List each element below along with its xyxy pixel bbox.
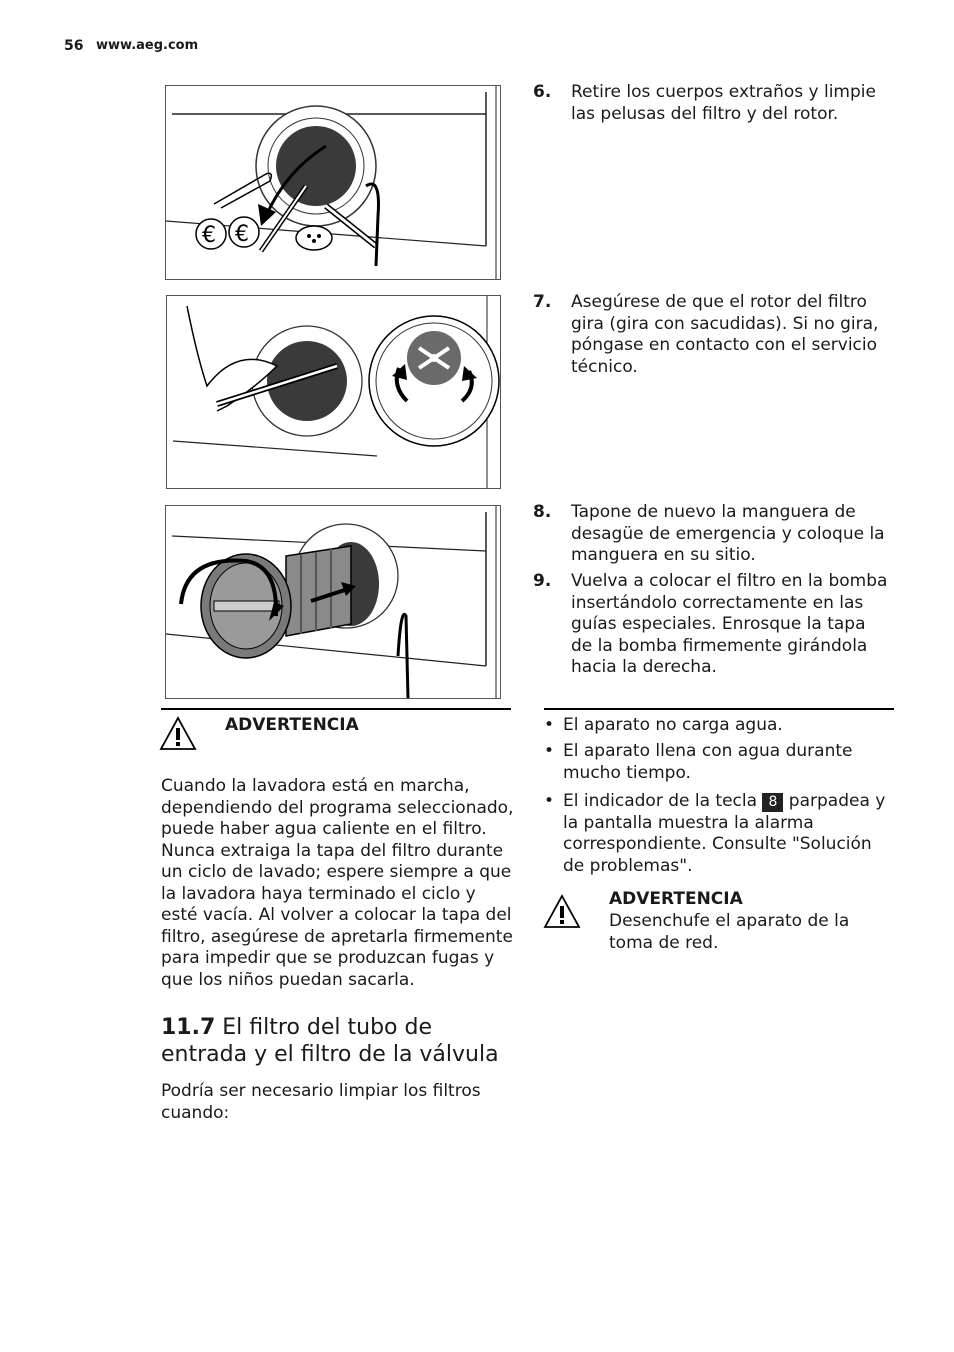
warning-title: ADVERTENCIA <box>225 715 359 735</box>
bullet-icon: • <box>544 741 555 761</box>
warning-triangle-icon <box>158 715 198 753</box>
step-text: Asegúrese de que el rotor del filtro gira (gira con sacudidas). Si no gira, póngase en contacto con el servicio técnico. <box>571 292 879 377</box>
step-6 <box>533 82 893 142</box>
section-heading <box>161 1014 521 1068</box>
step-text: Retire los cuerpos extraños y limpie las pelusas del filtro y del rotor. <box>571 82 876 124</box>
list-item <box>544 715 894 737</box>
step-text: Tapone de nuevo la manguera de desagüe de emergencia y coloque la manguera en su sitio. <box>571 502 885 565</box>
euro-coin-icon: € <box>235 222 249 247</box>
figure-refit-filter <box>165 505 501 699</box>
figure-check-rotor <box>166 295 501 489</box>
list-item-text-after: parpadea y la pantalla muestra la alarma correspondiente. Consulte "Solución de problemas". <box>563 791 886 876</box>
divider-right <box>544 708 894 710</box>
step-number: 9. <box>533 571 552 591</box>
step-number: 6. <box>533 82 552 102</box>
step-number: 8. <box>533 502 552 522</box>
section-number: 11.7 <box>161 1015 216 1040</box>
section-intro: Podría ser necesario limpiar los filtros cuando: <box>161 1081 481 1123</box>
step-number: 7. <box>533 292 552 312</box>
warning-triangle-icon <box>542 893 582 931</box>
list-item-text: El aparato no carga agua. <box>563 715 783 735</box>
list-item <box>544 741 894 785</box>
warning-title: ADVERTENCIA <box>609 889 743 909</box>
page-number: 56 <box>64 38 84 54</box>
key-indicator-badge: 8 <box>762 793 783 812</box>
warning-text: Desenchufe el aparato de la toma de red. <box>609 911 850 953</box>
step-7 <box>533 292 893 392</box>
list-item-text: El aparato llena con agua durante mucho tiempo. <box>563 741 853 783</box>
step-text: Vuelva a colocar el filtro en la bomba insertándolo correctamente en las guías especiales. Enrosque la tapa de la bomba firmemente girándola hacia la derecha. <box>571 571 888 677</box>
step-9 <box>533 571 893 681</box>
bullet-icon: • <box>544 715 555 735</box>
bullet-icon: • <box>544 791 555 811</box>
section-title: El filtro del tubo de entrada y el filtro de la válvula <box>161 1015 499 1067</box>
list-item-text-before: El indicador de la tecla <box>563 791 758 811</box>
list-item <box>544 791 894 879</box>
figure-remove-foreign-objects <box>165 85 501 280</box>
website-link[interactable]: www.aeg.com <box>96 38 199 53</box>
euro-coin-icon: € <box>202 223 216 248</box>
list-item-text <box>563 791 895 877</box>
step-8 <box>533 502 893 572</box>
warning-text: Cuando la lavadora está en marcha, dependiendo del programa seleccionado, puede haber agua caliente en el filtro. Nunca extraiga la tapa del filtro durante un ciclo de lavado; espere siempre a que la lavadora haya terminado el ciclo y esté vacía. Al volver a colocar la tapa del filtro, asegúrese de apretarla firmemente para impedir que se produzcan fugas y que los niños puedan sacarla. <box>161 776 514 990</box>
divider-left <box>161 708 511 710</box>
